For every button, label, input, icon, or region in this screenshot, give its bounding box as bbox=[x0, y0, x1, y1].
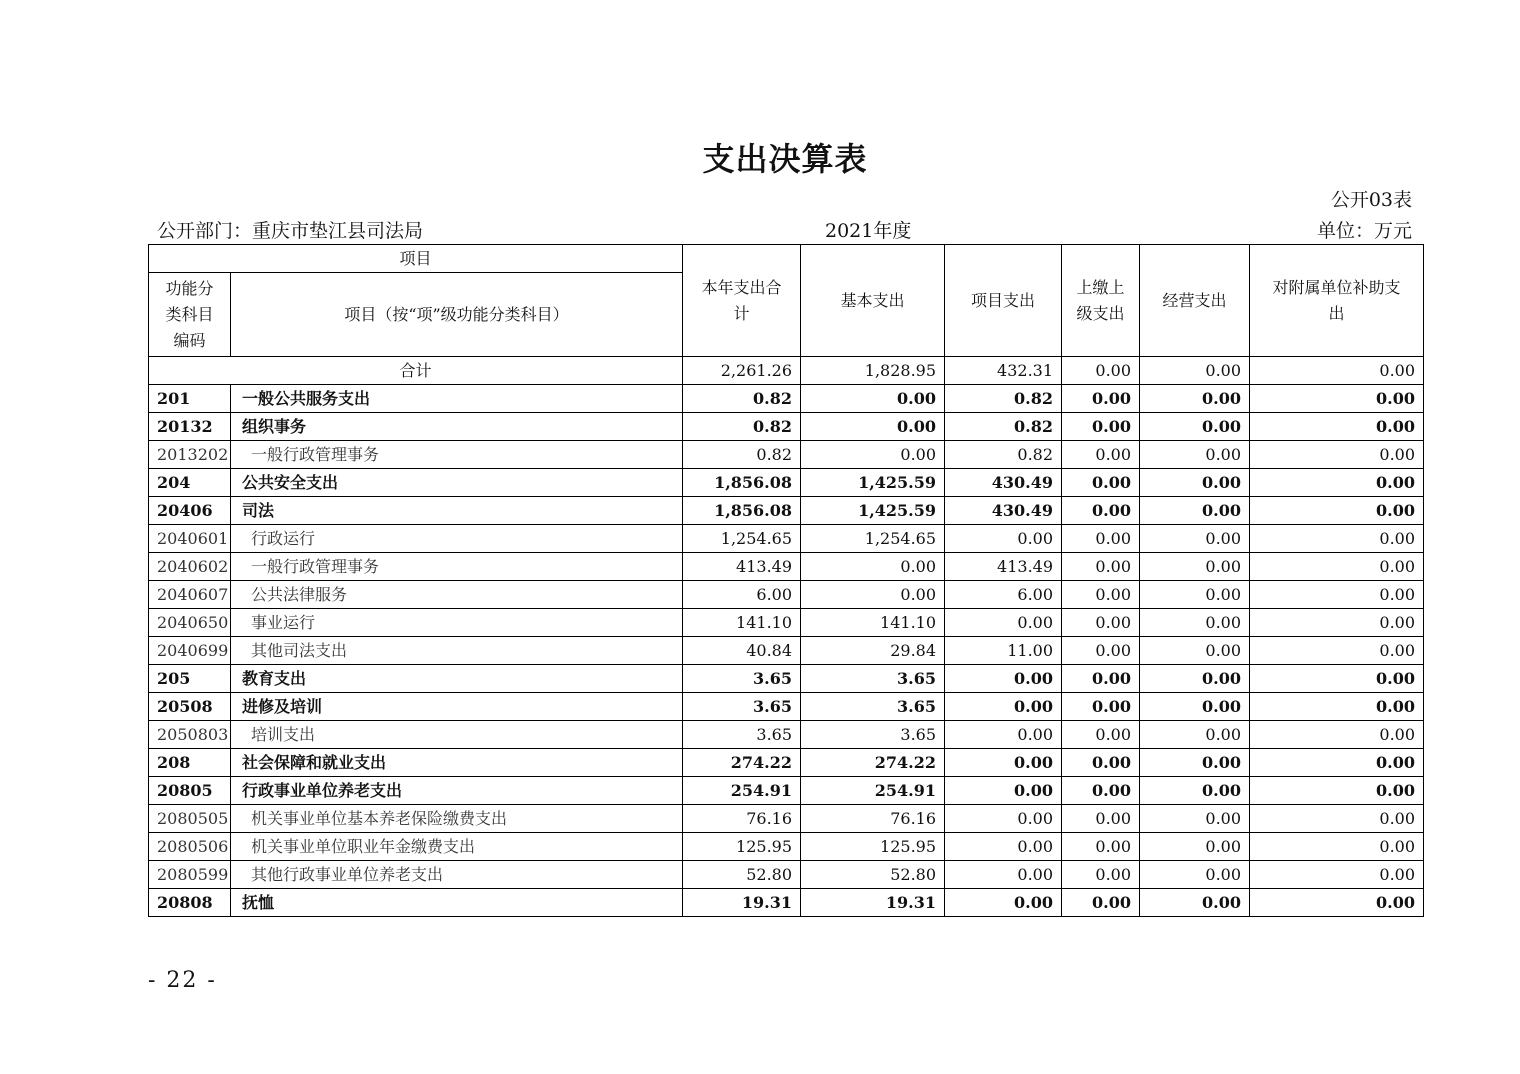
cell-business: 0.00 bbox=[1140, 777, 1250, 805]
expenditure-table bbox=[148, 244, 1424, 917]
table-row bbox=[149, 441, 1424, 469]
cell-project: 0.00 bbox=[945, 665, 1062, 693]
cell-project: 0.00 bbox=[945, 609, 1062, 637]
cell-business: 0.00 bbox=[1140, 721, 1250, 749]
cell-total: 1,856.08 bbox=[683, 497, 801, 525]
cell-basic: 3.65 bbox=[801, 693, 945, 721]
cell-basic: 1,425.59 bbox=[801, 497, 945, 525]
cell-business: 0.00 bbox=[1140, 441, 1250, 469]
cell-project: 430.49 bbox=[945, 469, 1062, 497]
cell-code: 20808 bbox=[149, 889, 231, 917]
cell-total: 3.65 bbox=[683, 721, 801, 749]
cell-name: 一般行政管理事务 bbox=[231, 553, 683, 581]
cell-upper: 0.00 bbox=[1062, 833, 1140, 861]
cell-subsidy: 0.00 bbox=[1250, 805, 1424, 833]
department-label: 公开部门：重庆市垫江县司法局 bbox=[157, 220, 424, 242]
table-row bbox=[149, 861, 1424, 889]
cell-business: 0.00 bbox=[1140, 497, 1250, 525]
table-row bbox=[149, 497, 1424, 525]
cell-upper: 0.00 bbox=[1062, 749, 1140, 777]
cell-project: 0.00 bbox=[945, 525, 1062, 553]
cell-upper: 0.00 bbox=[1062, 441, 1140, 469]
cell-subsidy: 0.00 bbox=[1250, 833, 1424, 861]
cell-name: 其他司法支出 bbox=[231, 637, 683, 665]
cell-business: 0.00 bbox=[1140, 833, 1250, 861]
cell-project: 6.00 bbox=[945, 581, 1062, 609]
cell-subsidy: 0.00 bbox=[1250, 525, 1424, 553]
cell-project: 0.00 bbox=[945, 833, 1062, 861]
table-row bbox=[149, 385, 1424, 413]
cell-code: 2013202 bbox=[149, 441, 231, 469]
header-upper: 上缴上级支出 bbox=[1062, 245, 1140, 357]
table-row bbox=[149, 609, 1424, 637]
page-number: - 22 - bbox=[148, 968, 217, 993]
cell-business: 0.00 bbox=[1140, 861, 1250, 889]
table-row bbox=[149, 721, 1424, 749]
cell-code: 2040699 bbox=[149, 637, 231, 665]
cell-basic: 1,254.65 bbox=[801, 525, 945, 553]
header-group: 项目 bbox=[149, 245, 683, 273]
cell-business: 0.00 bbox=[1140, 609, 1250, 637]
cell-code: 20508 bbox=[149, 693, 231, 721]
header-business: 经营支出 bbox=[1140, 245, 1250, 357]
cell-upper: 0.00 bbox=[1062, 805, 1140, 833]
cell-total: 3.65 bbox=[683, 665, 801, 693]
cell-name: 事业运行 bbox=[231, 609, 683, 637]
cell-code: 205 bbox=[149, 665, 231, 693]
cell-subsidy: 0.00 bbox=[1250, 385, 1424, 413]
cell-name: 机关事业单位职业年金缴费支出 bbox=[231, 833, 683, 861]
cell-subsidy: 0.00 bbox=[1250, 553, 1424, 581]
cell-subsidy: 0.00 bbox=[1250, 413, 1424, 441]
cell-name: 行政运行 bbox=[231, 525, 683, 553]
summary-label: 合计 bbox=[149, 357, 683, 385]
cell-basic: 19.31 bbox=[801, 889, 945, 917]
cell-basic: 254.91 bbox=[801, 777, 945, 805]
summary-upper: 0.00 bbox=[1062, 357, 1140, 385]
cell-upper: 0.00 bbox=[1062, 693, 1140, 721]
cell-subsidy: 0.00 bbox=[1250, 889, 1424, 917]
header-name: 项目（按“项”级功能分类科目） bbox=[231, 273, 683, 357]
cell-total: 141.10 bbox=[683, 609, 801, 637]
cell-code: 2040601 bbox=[149, 525, 231, 553]
cell-project: 0.82 bbox=[945, 441, 1062, 469]
summary-subsidy: 0.00 bbox=[1250, 357, 1424, 385]
cell-subsidy: 0.00 bbox=[1250, 609, 1424, 637]
cell-basic: 0.00 bbox=[801, 553, 945, 581]
table-row bbox=[149, 469, 1424, 497]
cell-business: 0.00 bbox=[1140, 553, 1250, 581]
cell-project: 0.00 bbox=[945, 861, 1062, 889]
cell-subsidy: 0.00 bbox=[1250, 581, 1424, 609]
cell-project: 0.00 bbox=[945, 693, 1062, 721]
cell-name: 公共法律服务 bbox=[231, 581, 683, 609]
cell-business: 0.00 bbox=[1140, 805, 1250, 833]
cell-total: 19.31 bbox=[683, 889, 801, 917]
cell-name: 公共安全支出 bbox=[231, 469, 683, 497]
cell-basic: 76.16 bbox=[801, 805, 945, 833]
table-row bbox=[149, 833, 1424, 861]
cell-upper: 0.00 bbox=[1062, 609, 1140, 637]
cell-code: 2040650 bbox=[149, 609, 231, 637]
cell-subsidy: 0.00 bbox=[1250, 749, 1424, 777]
cell-basic: 29.84 bbox=[801, 637, 945, 665]
cell-name: 司法 bbox=[231, 497, 683, 525]
cell-basic: 0.00 bbox=[801, 413, 945, 441]
cell-project: 0.82 bbox=[945, 385, 1062, 413]
cell-basic: 52.80 bbox=[801, 861, 945, 889]
cell-upper: 0.00 bbox=[1062, 413, 1140, 441]
cell-business: 0.00 bbox=[1140, 413, 1250, 441]
cell-project: 0.00 bbox=[945, 777, 1062, 805]
cell-code: 2050803 bbox=[149, 721, 231, 749]
cell-business: 0.00 bbox=[1140, 693, 1250, 721]
summary-row bbox=[149, 357, 1424, 385]
cell-upper: 0.00 bbox=[1062, 637, 1140, 665]
cell-code: 2040602 bbox=[149, 553, 231, 581]
cell-business: 0.00 bbox=[1140, 581, 1250, 609]
cell-subsidy: 0.00 bbox=[1250, 693, 1424, 721]
cell-total: 0.82 bbox=[683, 385, 801, 413]
cell-subsidy: 0.00 bbox=[1250, 861, 1424, 889]
cell-code: 20132 bbox=[149, 413, 231, 441]
cell-subsidy: 0.00 bbox=[1250, 721, 1424, 749]
cell-code: 20406 bbox=[149, 497, 231, 525]
cell-name: 其他行政事业单位养老支出 bbox=[231, 861, 683, 889]
cell-subsidy: 0.00 bbox=[1250, 469, 1424, 497]
cell-code: 2080599 bbox=[149, 861, 231, 889]
cell-name: 教育支出 bbox=[231, 665, 683, 693]
cell-total: 52.80 bbox=[683, 861, 801, 889]
cell-project: 430.49 bbox=[945, 497, 1062, 525]
cell-basic: 125.95 bbox=[801, 833, 945, 861]
cell-total: 254.91 bbox=[683, 777, 801, 805]
cell-name: 行政事业单位养老支出 bbox=[231, 777, 683, 805]
cell-business: 0.00 bbox=[1140, 525, 1250, 553]
cell-name: 一般公共服务支出 bbox=[231, 385, 683, 413]
cell-upper: 0.00 bbox=[1062, 777, 1140, 805]
cell-subsidy: 0.00 bbox=[1250, 441, 1424, 469]
table-row bbox=[149, 777, 1424, 805]
fiscal-year: 2021年度 bbox=[825, 220, 912, 242]
cell-business: 0.00 bbox=[1140, 889, 1250, 917]
currency-unit: 单位：万元 bbox=[1316, 220, 1412, 242]
cell-name: 进修及培训 bbox=[231, 693, 683, 721]
header-basic: 基本支出 bbox=[801, 245, 945, 357]
summary-project: 432.31 bbox=[945, 357, 1062, 385]
cell-name: 机关事业单位基本养老保险缴费支出 bbox=[231, 805, 683, 833]
report-meta bbox=[157, 216, 1412, 242]
summary-business: 0.00 bbox=[1140, 357, 1250, 385]
cell-code: 2040607 bbox=[149, 581, 231, 609]
summary-basic: 1,828.95 bbox=[801, 357, 945, 385]
cell-business: 0.00 bbox=[1140, 469, 1250, 497]
cell-project: 413.49 bbox=[945, 553, 1062, 581]
cell-total: 274.22 bbox=[683, 749, 801, 777]
cell-code: 208 bbox=[149, 749, 231, 777]
cell-business: 0.00 bbox=[1140, 665, 1250, 693]
table-row bbox=[149, 553, 1424, 581]
cell-total: 1,254.65 bbox=[683, 525, 801, 553]
cell-total: 3.65 bbox=[683, 693, 801, 721]
cell-project: 0.00 bbox=[945, 721, 1062, 749]
cell-code: 20805 bbox=[149, 777, 231, 805]
cell-upper: 0.00 bbox=[1062, 553, 1140, 581]
cell-name: 培训支出 bbox=[231, 721, 683, 749]
cell-total: 6.00 bbox=[683, 581, 801, 609]
cell-total: 0.82 bbox=[683, 413, 801, 441]
cell-basic: 274.22 bbox=[801, 749, 945, 777]
cell-total: 40.84 bbox=[683, 637, 801, 665]
table-row bbox=[149, 637, 1424, 665]
cell-upper: 0.00 bbox=[1062, 721, 1140, 749]
cell-code: 2080506 bbox=[149, 833, 231, 861]
cell-subsidy: 0.00 bbox=[1250, 665, 1424, 693]
table-row bbox=[149, 525, 1424, 553]
cell-basic: 3.65 bbox=[801, 721, 945, 749]
form-number: 公开03表 bbox=[1330, 189, 1412, 211]
cell-name: 社会保障和就业支出 bbox=[231, 749, 683, 777]
cell-project: 0.00 bbox=[945, 805, 1062, 833]
cell-upper: 0.00 bbox=[1062, 497, 1140, 525]
cell-subsidy: 0.00 bbox=[1250, 497, 1424, 525]
cell-upper: 0.00 bbox=[1062, 861, 1140, 889]
table-row bbox=[149, 805, 1424, 833]
cell-total: 76.16 bbox=[683, 805, 801, 833]
cell-business: 0.00 bbox=[1140, 385, 1250, 413]
cell-upper: 0.00 bbox=[1062, 889, 1140, 917]
table-row bbox=[149, 665, 1424, 693]
cell-code: 201 bbox=[149, 385, 231, 413]
table-row bbox=[149, 413, 1424, 441]
cell-project: 0.00 bbox=[945, 749, 1062, 777]
header-code: 功能分类科目编码 bbox=[149, 273, 231, 357]
cell-basic: 0.00 bbox=[801, 385, 945, 413]
cell-project: 0.00 bbox=[945, 889, 1062, 917]
page-title: 支出决算表 bbox=[702, 140, 868, 178]
cell-name: 抚恤 bbox=[231, 889, 683, 917]
cell-upper: 0.00 bbox=[1062, 469, 1140, 497]
cell-subsidy: 0.00 bbox=[1250, 637, 1424, 665]
cell-total: 0.82 bbox=[683, 441, 801, 469]
cell-basic: 0.00 bbox=[801, 441, 945, 469]
cell-basic: 3.65 bbox=[801, 665, 945, 693]
cell-upper: 0.00 bbox=[1062, 525, 1140, 553]
cell-total: 1,856.08 bbox=[683, 469, 801, 497]
table-row bbox=[149, 749, 1424, 777]
table-row bbox=[149, 581, 1424, 609]
cell-business: 0.00 bbox=[1140, 637, 1250, 665]
cell-name: 组织事务 bbox=[231, 413, 683, 441]
cell-project: 0.82 bbox=[945, 413, 1062, 441]
cell-total: 413.49 bbox=[683, 553, 801, 581]
cell-upper: 0.00 bbox=[1062, 385, 1140, 413]
header-total: 本年支出合计 bbox=[683, 245, 801, 357]
cell-project: 11.00 bbox=[945, 637, 1062, 665]
header-subsidy: 对附属单位补助支出 bbox=[1250, 245, 1424, 357]
cell-upper: 0.00 bbox=[1062, 665, 1140, 693]
cell-name: 一般行政管理事务 bbox=[231, 441, 683, 469]
cell-basic: 141.10 bbox=[801, 609, 945, 637]
cell-code: 2080505 bbox=[149, 805, 231, 833]
cell-code: 204 bbox=[149, 469, 231, 497]
cell-upper: 0.00 bbox=[1062, 581, 1140, 609]
table-row bbox=[149, 693, 1424, 721]
summary-total: 2,261.26 bbox=[683, 357, 801, 385]
cell-subsidy: 0.00 bbox=[1250, 777, 1424, 805]
cell-business: 0.00 bbox=[1140, 749, 1250, 777]
cell-basic: 1,425.59 bbox=[801, 469, 945, 497]
table-row bbox=[149, 889, 1424, 917]
header-project: 项目支出 bbox=[945, 245, 1062, 357]
cell-basic: 0.00 bbox=[801, 581, 945, 609]
cell-total: 125.95 bbox=[683, 833, 801, 861]
